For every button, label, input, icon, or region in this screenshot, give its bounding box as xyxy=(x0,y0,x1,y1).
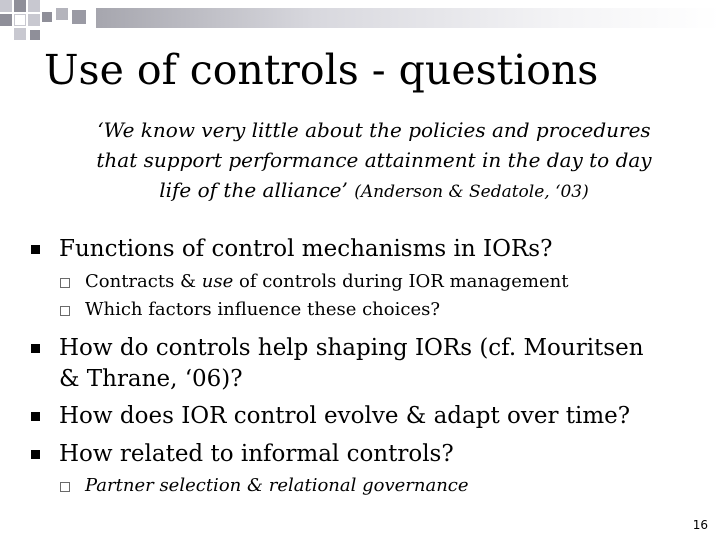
bullet-square-icon xyxy=(31,344,40,353)
sub-bullet-item xyxy=(85,270,568,294)
bullet-item xyxy=(59,401,630,432)
checkbox-bullet-icon xyxy=(60,278,70,288)
sub-bullet-text: Partner selection & relational governance xyxy=(85,475,469,496)
sub-bullet-text: Contracts & xyxy=(85,271,202,292)
bullet-square-icon xyxy=(31,245,40,254)
bullet-item xyxy=(59,439,454,470)
bullet-item xyxy=(59,333,644,395)
decor-square xyxy=(28,0,40,12)
decor-square xyxy=(14,0,26,12)
sub-bullet-emphasis: use xyxy=(201,271,234,292)
bullet-text: How does IOR control evolve & adapt over time? xyxy=(59,403,631,429)
quote-line-text: life of the alliance’ xyxy=(159,178,348,202)
sub-bullet-item xyxy=(85,298,440,322)
decor-square xyxy=(72,10,86,24)
bullet-text: How related to informal controls? xyxy=(59,441,454,467)
bullet-square-icon xyxy=(31,412,40,421)
decor-square xyxy=(28,14,40,26)
slide-title: Use of controls - questions xyxy=(44,46,599,94)
sub-bullet-text: of controls during IOR management xyxy=(233,271,569,292)
quote-line: that support performance attainment in the day to day xyxy=(96,148,652,172)
quote-block xyxy=(40,115,708,207)
quote-citation: (Anderson & Sedatole, ‘03) xyxy=(354,182,589,202)
decor-square xyxy=(30,30,40,40)
bullet-item xyxy=(59,234,552,265)
sub-bullet-text: Which factors influence these choices? xyxy=(85,299,440,320)
quote-line: ‘We know very little about the policies and procedures xyxy=(97,118,651,142)
sub-bullet-item xyxy=(85,474,469,498)
decor-square xyxy=(14,28,26,40)
decor-square xyxy=(56,8,68,20)
quote-line xyxy=(40,175,708,207)
bullet-text: Functions of control mechanisms in IORs? xyxy=(59,236,553,262)
bullet-text: & Thrane, ‘06)? xyxy=(59,366,243,392)
bullet-square-icon xyxy=(31,450,40,459)
decor-square xyxy=(0,14,12,26)
decor-square xyxy=(14,14,26,26)
bullet-text: How do controls help shaping IORs (cf. Mouritsen xyxy=(59,335,644,361)
decor-top-bar xyxy=(96,8,720,28)
decor-square xyxy=(0,0,12,12)
decor-square xyxy=(42,12,52,22)
checkbox-bullet-icon xyxy=(60,482,70,492)
page-number: 16 xyxy=(692,518,708,532)
checkbox-bullet-icon xyxy=(60,306,70,316)
